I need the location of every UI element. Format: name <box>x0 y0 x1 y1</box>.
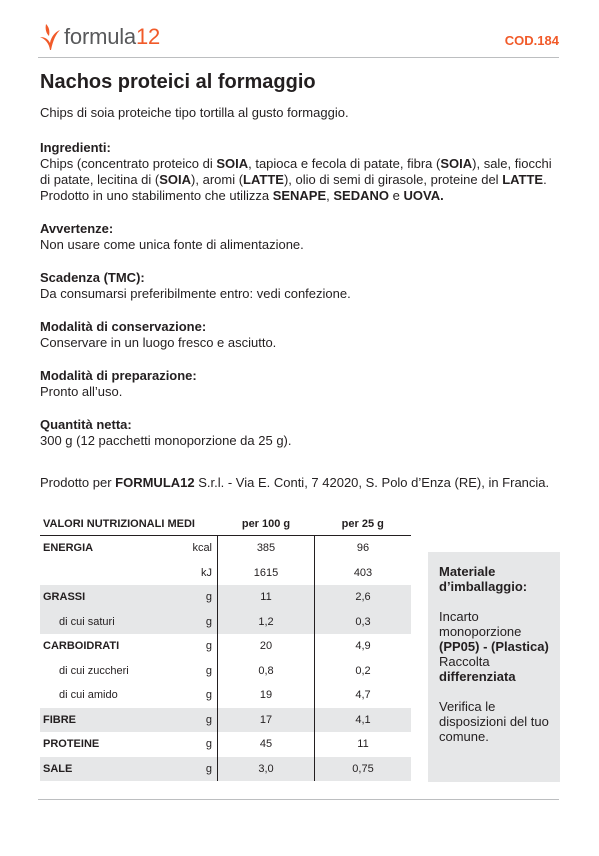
leaf-icon <box>38 23 62 51</box>
value-per-25g: 4,9 <box>315 634 412 659</box>
nutrient-name: di cui zuccheri <box>59 664 129 677</box>
value-per-100g: 19 <box>218 683 315 708</box>
storage-text: Conservare in un luogo fresco e asciutto. <box>40 335 277 350</box>
nutrient-unit: g <box>205 689 212 702</box>
net-quantity-section <box>40 417 560 449</box>
value-per-100g: 11 <box>218 585 315 610</box>
nutrition-body <box>40 536 411 782</box>
nutrient-name: GRASSI <box>40 585 186 610</box>
product-title: Nachos proteici al formaggio <box>40 71 316 93</box>
product-description: Chips di soia proteiche tipo tortilla al gusto formaggio. <box>40 105 349 120</box>
value-per-25g: 0,3 <box>315 610 412 635</box>
packaging-line1: Incarto monoporzione <box>439 609 522 639</box>
nutrient-unit: g <box>205 664 212 677</box>
nutrient-unit: kcal <box>192 542 212 555</box>
logo-text <box>64 24 160 50</box>
bottom-divider <box>38 799 559 800</box>
value-per-25g: 403 <box>315 561 412 586</box>
nutrient-name <box>40 561 186 586</box>
expiry-section <box>40 270 560 302</box>
packaging-title: Materiale d’imballaggio: <box>439 564 528 594</box>
nutrition-row <box>40 732 411 757</box>
warnings-label: Avvertenze: <box>40 221 114 236</box>
packaging-line5: Verifica le disposizioni del tuo comune. <box>439 699 549 744</box>
value-per-25g: 11 <box>315 732 412 757</box>
nutrient-unit: g <box>186 610 218 635</box>
nutrition-header-per25: per 25 g <box>341 518 384 530</box>
nutrient-name: di cui saturi <box>40 610 186 635</box>
nutrient-unit: g <box>186 585 218 610</box>
packaging-line3: Raccolta <box>439 654 490 669</box>
value-per-25g: 4,7 <box>315 683 412 708</box>
logo-word: formula <box>64 24 136 49</box>
preparation-text: Pronto all’uso. <box>40 384 123 399</box>
nutrition-row <box>40 659 411 684</box>
ingredients-label: Ingredienti: <box>40 140 111 155</box>
ingredients-text: Chips (concentrato proteico di SOIA, tapioca e fecola di patate, fibra (SOIA), sale, fiocchi di patate, lecitina di (SOIA), aromi (LATTE), olio di semi di girasole, proteine del LATTE. <box>40 156 552 187</box>
value-per-100g: 17 <box>218 708 315 733</box>
top-divider <box>38 57 559 58</box>
preparation-section <box>40 368 560 400</box>
value-per-25g: 4,1 <box>315 708 412 733</box>
value-per-25g: 96 <box>315 536 412 561</box>
storage-section <box>40 319 560 351</box>
nutrient-unit: g <box>186 708 218 733</box>
nutrient-unit: g <box>205 738 212 751</box>
nutrition-row <box>40 757 411 782</box>
allergen-note: Prodotto in uno stabilimento che utilizza SENAPE, SEDANO e UOVA. <box>40 188 444 203</box>
value-per-100g: 20 <box>218 634 315 659</box>
value-per-100g: 45 <box>218 732 315 757</box>
warnings-text: Non usare come unica fonte di alimentazione. <box>40 237 304 252</box>
preparation-label: Modalità di preparazione: <box>40 368 197 383</box>
warnings-section <box>40 221 560 253</box>
nutrient-name: SALE <box>40 757 186 782</box>
nutrition-row <box>40 683 411 708</box>
logo-number: 12 <box>135 24 161 49</box>
nutrition-row <box>40 634 411 659</box>
brand-logo <box>38 22 160 52</box>
nutrient-name: PROTEINE <box>43 738 100 751</box>
expiry-label: Scadenza (TMC): <box>40 270 145 285</box>
nutrition-header-label: VALORI NUTRIZIONALI MEDI <box>43 518 195 530</box>
net-quantity-text: 300 g (12 pacchetti monoporzione da 25 g). <box>40 433 292 448</box>
value-per-25g: 0,75 <box>315 757 412 782</box>
nutrient-unit: g <box>205 640 212 653</box>
value-per-25g: 0,2 <box>315 659 412 684</box>
packaging-line4: differenziata <box>439 669 516 684</box>
value-per-100g: 1,2 <box>218 610 315 635</box>
nutrition-row <box>40 561 411 586</box>
value-per-100g: 0,8 <box>218 659 315 684</box>
nutrient-name: di cui amido <box>59 689 118 702</box>
net-quantity-label: Quantità netta: <box>40 417 132 432</box>
nutrient-name: ENERGIA <box>43 542 94 555</box>
nutrition-header-row <box>40 513 411 536</box>
expiry-text: Da consumarsi preferibilmente entro: vedi confezione. <box>40 286 351 301</box>
nutrition-table <box>40 513 411 781</box>
product-info <box>40 105 560 491</box>
packaging-box <box>428 552 560 782</box>
value-per-100g: 1615 <box>218 561 315 586</box>
producer-text: Prodotto per FORMULA12 S.r.l. - Via E. Conti, 7 42020, S. Polo d’Enza (RE), in Francia. <box>40 475 550 490</box>
nutrition-row <box>40 610 411 635</box>
nutrient-name: FIBRE <box>40 708 186 733</box>
nutrition-row <box>40 536 411 561</box>
packaging-line2: (PP05) - (Plastica) <box>439 639 549 654</box>
product-code: COD.184 <box>504 33 559 48</box>
value-per-100g: 385 <box>218 536 315 561</box>
value-per-25g: 2,6 <box>315 585 412 610</box>
nutrient-unit: g <box>186 757 218 782</box>
nutrition-row <box>40 585 411 610</box>
nutrient-unit: kJ <box>201 566 212 579</box>
value-per-100g: 3,0 <box>218 757 315 782</box>
storage-label: Modalità di conservazione: <box>40 319 207 334</box>
nutrition-row <box>40 708 411 733</box>
nutrition-header-per100: per 100 g <box>241 518 291 530</box>
nutrient-name: CARBOIDRATI <box>43 640 120 653</box>
ingredients-section <box>40 140 560 204</box>
